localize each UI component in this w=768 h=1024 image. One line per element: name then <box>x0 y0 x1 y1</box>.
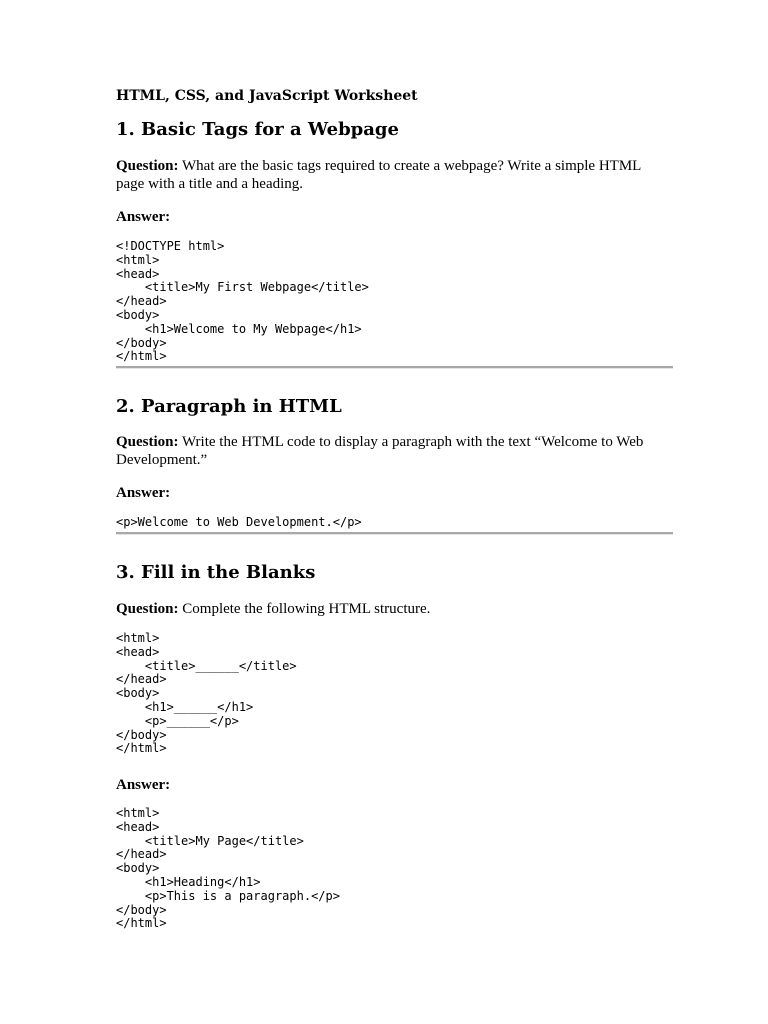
section-1-answer-label: Answer: <box>116 209 171 225</box>
section-1-heading: 1. Basic Tags for a Webpage <box>116 119 399 140</box>
section-3-question <box>116 600 656 618</box>
question-label: Question: <box>116 601 179 617</box>
question-label: Question: <box>116 158 179 174</box>
section-3-heading: 3. Fill in the Blanks <box>116 562 316 583</box>
section-1-question <box>116 157 656 193</box>
section-2-answer-code: <p>Welcome to Web Development.</p> <box>116 515 362 529</box>
section-3-answer-label: Answer: <box>116 777 171 793</box>
section-2-question-text: Write the HTML code to display a paragraph with the text “Welcome to Web Development.” <box>116 434 644 468</box>
question-label: Question: <box>116 434 179 450</box>
section-divider <box>116 366 673 369</box>
section-1-answer-code: <!DOCTYPE html> <html> <head> <title>My First Webpage</title> </head> <body> <h1>Welcome to My Webpage</h1> </body> </html> <box>116 239 369 364</box>
section-2-question <box>116 433 656 469</box>
section-2-answer-label: Answer: <box>116 485 171 501</box>
section-3-answer-code: <html> <head> <title>My Page</title> </head> <body> <h1>Heading</h1> <p>This is a paragraph.</p> </body> </html> <box>116 806 340 931</box>
section-divider <box>116 532 673 535</box>
section-3-question-code: <html> <head> <title>______</title> </head> <body> <h1>______</h1> <p>______</p> </body> </html> <box>116 631 297 756</box>
section-2-heading: 2. Paragraph in HTML <box>116 396 342 417</box>
section-3-question-text: Complete the following HTML structure. <box>182 601 431 617</box>
section-1-question-text: What are the basic tags required to create a webpage? Write a simple HTML page with a title and a heading. <box>116 158 641 192</box>
document-title: HTML, CSS, and JavaScript Worksheet <box>116 88 418 104</box>
